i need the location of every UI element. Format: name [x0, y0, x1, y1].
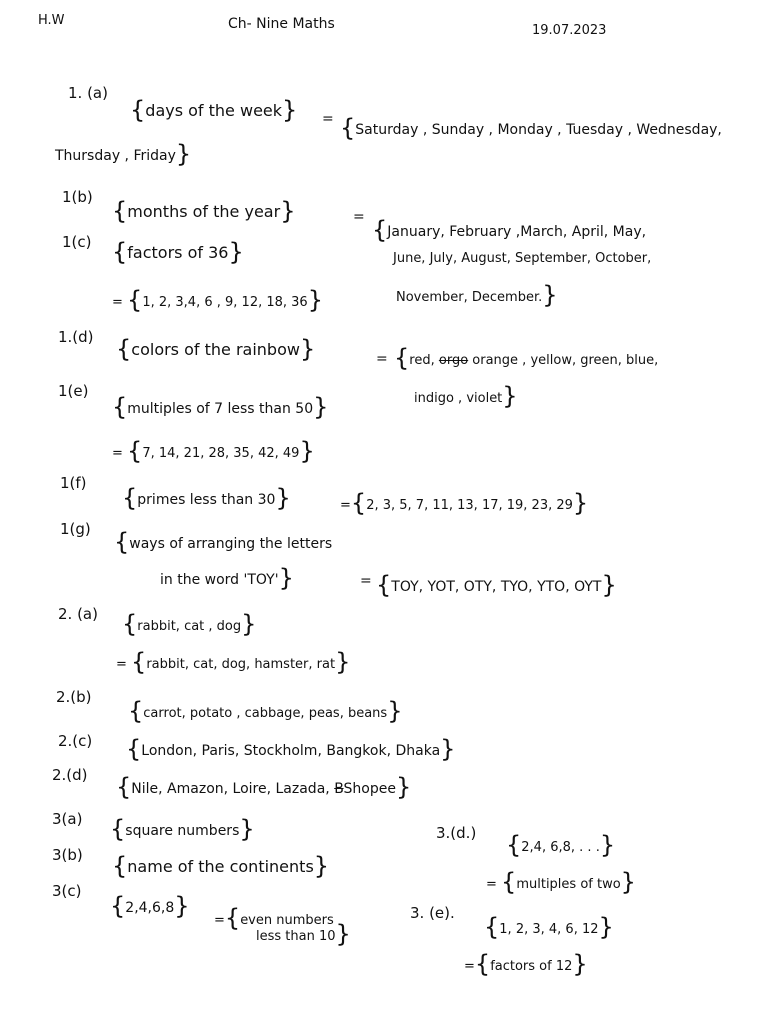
q1c-label: 1(c)	[62, 233, 92, 251]
q3a-label: 3(a)	[52, 810, 83, 828]
q1b-label: 1(b)	[62, 188, 93, 206]
q1d-answer-line2: indigo , violet}	[414, 382, 518, 410]
q1c-answer: = {1, 2, 3,4, 6 , 9, 12, 18, 36}	[112, 286, 323, 314]
q1f-label: 1(f)	[60, 474, 87, 492]
q1d-equals: =	[376, 351, 388, 367]
q1a-equals: =	[322, 111, 334, 127]
q1d-label: 1.(d)	[58, 328, 94, 346]
q3d-answer: = {multiples of two}	[486, 868, 636, 896]
q3c-set: {2,4,6,8}	[110, 892, 190, 920]
q1f-set: {primes less than 30}	[122, 484, 291, 512]
q3e-label: 3. (e).	[410, 904, 455, 922]
q1e-set: {multiples of 7 less than 50}	[112, 393, 329, 421]
date: 19.07.2023	[532, 23, 607, 38]
q1a-set: {days of the week}	[130, 96, 298, 124]
q1e-answer: = {7, 14, 21, 28, 35, 42, 49}	[112, 437, 315, 465]
q2d-set: {Nile, Amazon, Loire, Lazada, BShopee}	[116, 773, 412, 801]
q2a-set: {rabbit, cat , dog}	[122, 610, 257, 638]
q1d-answer-line1: {red, orgo orange , yellow, green, blue,	[394, 344, 659, 372]
q1b-set: {months of the year}	[112, 197, 296, 225]
q3c-answer-line1: ={even numbers	[214, 904, 334, 932]
homework-label: H.W	[38, 13, 65, 28]
q1g-set-line2: in the word 'TOY'}	[160, 564, 294, 592]
q1a-answer-line2: Thursday , Friday}	[55, 140, 192, 168]
q2b-set: {carrot, potato , cabbage, peas, beans}	[128, 697, 403, 725]
q3b-label: 3(b)	[52, 846, 83, 864]
q1g-answer: {TOY, YOT, OTY, TYO, YTO, OYT}	[376, 571, 617, 599]
q1f-answer: ={2, 3, 5, 7, 11, 13, 17, 19, 23, 29}	[340, 489, 589, 517]
q1g-label: 1(g)	[60, 520, 91, 538]
q2c-label: 2.(c)	[58, 732, 93, 750]
q1g-equals: =	[360, 573, 372, 589]
q2a-label: 2. (a)	[58, 605, 98, 623]
subject-title: Ch- Nine Maths	[228, 16, 335, 32]
q1c-set: {factors of 36}	[112, 238, 244, 266]
q3b-set: {name of the continents}	[112, 852, 330, 880]
q3e-answer: ={factors of 12}	[464, 950, 588, 978]
q3c-answer-line2: less than 10}	[256, 920, 351, 948]
q1e-label: 1(e)	[58, 382, 89, 400]
q1d-set: {colors of the rainbow}	[116, 335, 316, 363]
q3c-label: 3(c)	[52, 882, 82, 900]
q1a-answer-line1: {Saturday , Sunday , Monday , Tuesday , Wednesday,	[340, 114, 722, 142]
q3a-set: {square numbers}	[110, 815, 255, 843]
q1g-set-line1: {ways of arranging the letters	[114, 528, 333, 556]
q1b-equals: =	[353, 209, 365, 225]
q1b-answer-line3: November, December.}	[396, 281, 558, 309]
q1b-answer-line1: {January, February ,March, April, May,	[372, 216, 647, 244]
q3d-label: 3.(d.)	[436, 824, 477, 842]
q3d-set: {2,4, 6,8, . . .}	[506, 831, 616, 859]
q2b-label: 2.(b)	[56, 688, 92, 706]
q1a-label: 1. (a)	[68, 84, 108, 102]
q2a-answer: = {rabbit, cat, dog, hamster, rat}	[116, 648, 351, 676]
q1b-answer-line2: June, July, August, September, October,	[393, 251, 652, 266]
q3e-set: {1, 2, 3, 4, 6, 12}	[484, 913, 614, 941]
q2c-set: {London, Paris, Stockholm, Bangkok, Dhaka}	[126, 735, 456, 763]
q2d-label: 2.(d)	[52, 766, 88, 784]
